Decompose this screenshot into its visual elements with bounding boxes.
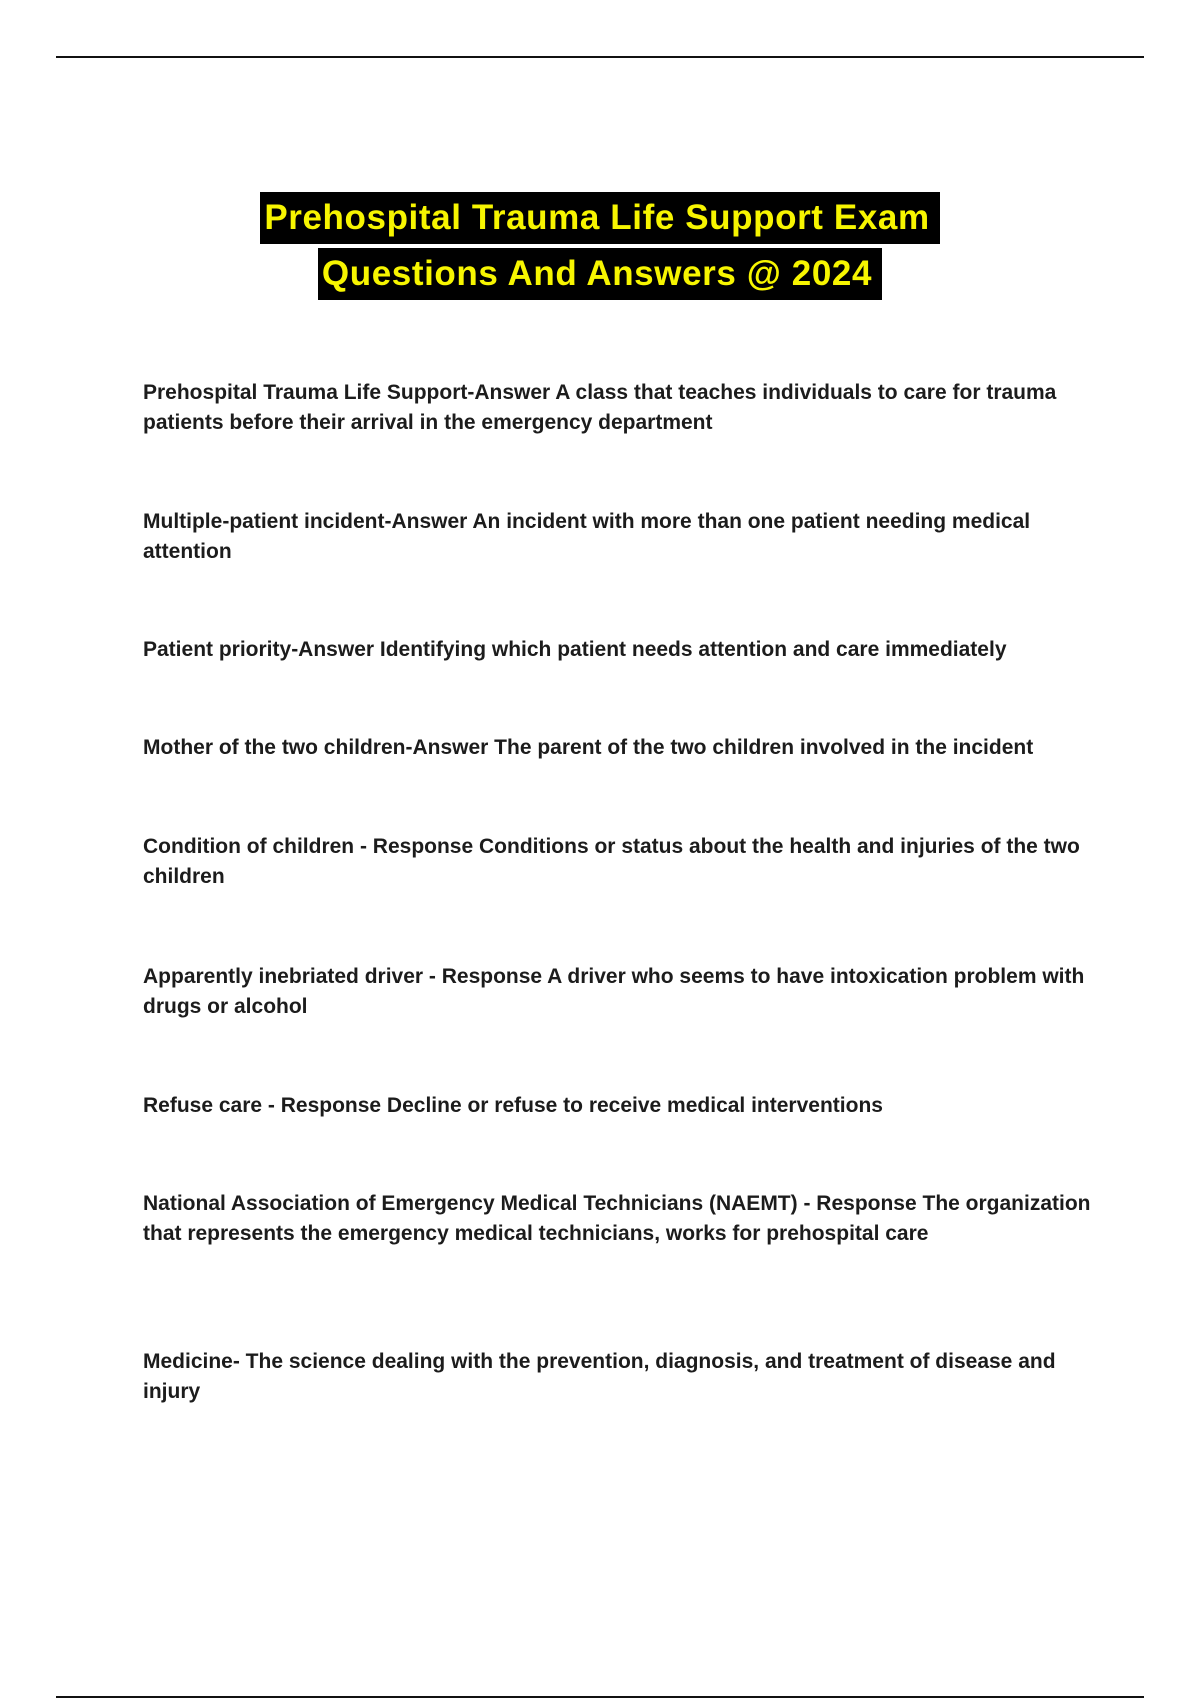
document-title	[0, 192, 1200, 300]
qa-entry: Condition of children - Response Conditions or status about the health and injuries of the two children	[143, 835, 1080, 888]
qa-entry: Multiple-patient incident-Answer An incident with more than one patient needing medical attention	[143, 510, 1031, 563]
title-line-2: Questions And Answers @ 2024	[318, 248, 882, 300]
qa-entry: Prehospital Trauma Life Support-Answer A class that teaches individuals to care for trauma patients before their arrival in the emergency department	[143, 381, 1057, 434]
qa-entry: Apparently inebriated driver - Response A driver who seems to have intoxication problem with drugs or alcohol	[143, 965, 1085, 1018]
top-rule	[56, 56, 1144, 58]
qa-entry: Refuse care - Response Decline or refuse to receive medical interventions	[143, 1094, 883, 1117]
qa-entry: Medicine- The science dealing with the prevention, diagnosis, and treatment of disease and injury	[143, 1350, 1056, 1403]
title-line-1: Prehospital Trauma Life Support Exam	[260, 192, 939, 244]
qa-entry: Patient priority-Answer Identifying which patient needs attention and care immediately	[143, 638, 1007, 661]
bottom-rule	[56, 1696, 1144, 1698]
qa-entry: National Association of Emergency Medical Technicians (NAEMT) - Response The organization that represents the emergency medical technicians, works for prehospital care	[143, 1192, 1091, 1245]
qa-entry: Mother of the two children-Answer The parent of the two children involved in the incident	[143, 736, 1034, 759]
